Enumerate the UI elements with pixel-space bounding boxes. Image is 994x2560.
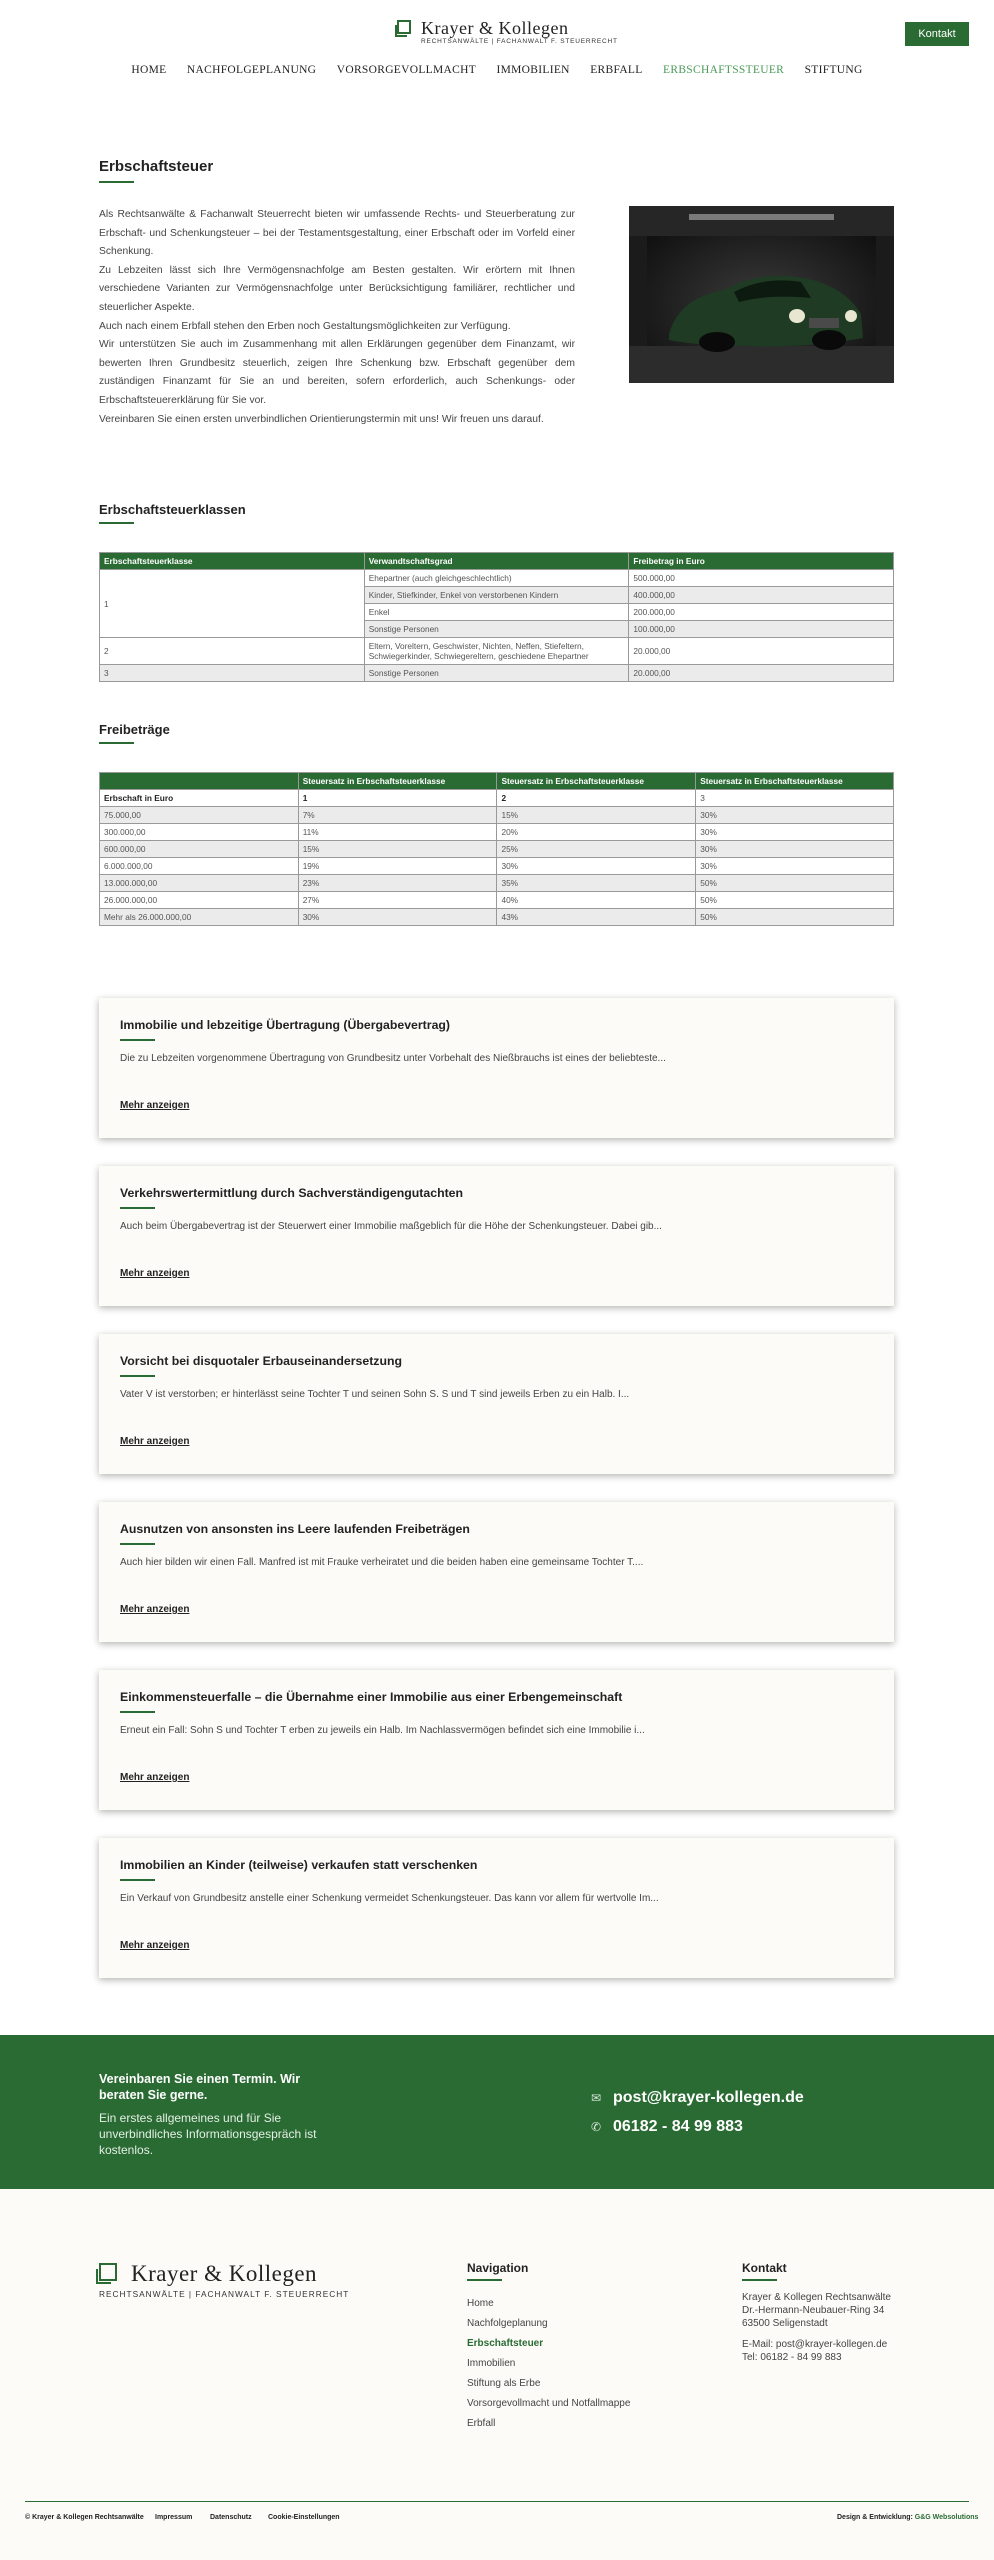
table-header: Steuersatz in Erbschaftsteuerklasse bbox=[497, 773, 696, 790]
footer-nav-erbfall[interactable]: Erbfall bbox=[467, 2418, 496, 2429]
table-header bbox=[100, 773, 299, 790]
classes-table bbox=[99, 552, 894, 682]
intro-text bbox=[99, 206, 575, 429]
logo-subtitle: RECHTSANWÄLTE | FACHANWALT F. STEUERRECHT bbox=[421, 38, 618, 45]
site-footer bbox=[0, 2189, 994, 2560]
table-cell: 50% bbox=[696, 909, 894, 926]
table-row bbox=[100, 638, 894, 665]
table-row bbox=[100, 570, 894, 587]
mail-icon: ✉ bbox=[591, 2091, 602, 2105]
cta-subtitle: Ein erstes allgemeines und für Sie unverbindliches Informationsgespräch ist kostenlos. bbox=[99, 2111, 317, 2157]
site-header bbox=[0, 0, 994, 80]
article-card bbox=[99, 1838, 894, 1978]
card-excerpt: Erneut ein Fall: Sohn S und Tochter T erben zu jeweils ein Halb. Im Nachlassvermögen befindet sich eine Immobilie i... bbox=[120, 1725, 645, 1736]
footer-nav-nachfolgeplanung[interactable]: Nachfolgeplanung bbox=[467, 2318, 548, 2329]
intro-paragraph: Als Rechtsanwälte & Fachanwalt Steuerrecht bieten wir umfassende Rechts- und Steuerberatung zur Erbschaft- und Schenkungsteuer – bei der Testamentsgestaltung, einer Erbschaft oder im Vorfeld einer Schenkung. bbox=[99, 209, 575, 258]
card-title: Immobilien an Kinder (teilweise) verkaufen statt verschenken bbox=[120, 1858, 478, 1872]
card-underline bbox=[120, 1375, 155, 1377]
nav-vorsorgevollmacht[interactable]: VORSORGEVOLLMACHT bbox=[336, 64, 477, 76]
table-cell: 30% bbox=[298, 909, 497, 926]
table-cell: 50% bbox=[696, 875, 894, 892]
table-cell: Mehr als 26.000.000,00 bbox=[100, 909, 299, 926]
copyright: © Krayer & Kollegen Rechtsanwälte bbox=[25, 2514, 144, 2521]
table-cell: 23% bbox=[298, 875, 497, 892]
card-title: Vorsicht bei disquotaler Erbauseinandersetzung bbox=[120, 1354, 402, 1368]
table-cell: Enkel bbox=[364, 604, 629, 621]
table-cell: 20.000,00 bbox=[629, 665, 894, 682]
table-cell: 15% bbox=[497, 807, 696, 824]
table-cell: 30% bbox=[696, 841, 894, 858]
footer-divider bbox=[25, 2501, 969, 2502]
table-cell: Sonstige Personen bbox=[364, 665, 629, 682]
footer-nav bbox=[467, 2294, 630, 2434]
nav-erbfall[interactable]: ERBFALL bbox=[590, 64, 643, 76]
nav-erbschaftssteuer[interactable]: ERBSCHAFTSSTEUER bbox=[663, 64, 785, 76]
footer-nav-immobilien[interactable]: Immobilien bbox=[467, 2358, 516, 2369]
logo-mark-icon bbox=[397, 20, 411, 34]
table-row bbox=[100, 858, 894, 875]
footer-contact bbox=[742, 2291, 891, 2364]
footer-nav-vorsorgevollmacht[interactable]: Vorsorgevollmacht und Notfallmappe bbox=[467, 2398, 631, 2409]
footer-nav-title: Navigation bbox=[467, 2261, 529, 2275]
cta-title: Vereinbaren Sie einen Termin. Wir beraten Sie gerne. bbox=[99, 2072, 301, 2102]
show-more-link[interactable]: Mehr anzeigen bbox=[120, 1604, 190, 1615]
title-underline bbox=[99, 181, 134, 183]
contact-line: Krayer & Kollegen Rechtsanwälte bbox=[742, 2292, 891, 2303]
table-cell: 2 bbox=[100, 638, 365, 665]
intro-paragraph: Auch nach einem Erbfall stehen den Erben noch Gestaltungsmöglichkeiten zur Verfügung. bbox=[99, 320, 511, 332]
contact-phone[interactable]: Tel: 06182 - 84 99 883 bbox=[742, 2352, 842, 2363]
table-cell: 200.000,00 bbox=[629, 604, 894, 621]
table-header: Freibetrag in Euro bbox=[629, 553, 894, 570]
table-cell: 30% bbox=[696, 807, 894, 824]
table-cell: 6.000.000,00 bbox=[100, 858, 299, 875]
cta-phone[interactable] bbox=[591, 2118, 743, 2136]
table-cell: Kinder, Stiefkinder, Enkel von verstorbenen Kindern bbox=[364, 587, 629, 604]
table-header: Erbschaftsteuerklasse bbox=[100, 553, 365, 570]
table-cell: 3 bbox=[100, 665, 365, 682]
table-row bbox=[100, 875, 894, 892]
intro-paragraph: Vereinbaren Sie einen ersten unverbindlichen Orientierungstermin mit uns! Wir freuen uns darauf. bbox=[99, 413, 544, 425]
table-cell: 35% bbox=[497, 875, 696, 892]
table-cell: 400.000,00 bbox=[629, 587, 894, 604]
table-cell: 27% bbox=[298, 892, 497, 909]
footer-nav-stiftung[interactable]: Stiftung als Erbe bbox=[467, 2378, 541, 2389]
show-more-link[interactable]: Mehr anzeigen bbox=[120, 1940, 190, 1951]
table-cell: 2 bbox=[497, 790, 696, 807]
card-underline bbox=[120, 1543, 155, 1545]
card-title: Verkehrswertermittlung durch Sachverständigengutachten bbox=[120, 1186, 464, 1200]
contact-line: Dr.-Hermann-Neubauer-Ring 34 bbox=[742, 2305, 885, 2316]
footer-nav-home[interactable]: Home bbox=[467, 2298, 494, 2309]
article-card bbox=[99, 1166, 894, 1306]
table-cell: 30% bbox=[696, 858, 894, 875]
nav-home[interactable]: HOME bbox=[131, 64, 167, 76]
table-cell: 500.000,00 bbox=[629, 570, 894, 587]
footer-contact-underline bbox=[742, 2279, 777, 2281]
table-header: Verwandtschaftsgrad bbox=[364, 553, 629, 570]
table-cell: 30% bbox=[696, 824, 894, 841]
phone-icon: ✆ bbox=[591, 2120, 602, 2134]
article-card bbox=[99, 1502, 894, 1642]
table-cell: 7% bbox=[298, 807, 497, 824]
card-excerpt: Auch hier bilden wir einen Fall. Manfred ist mit Frauke verheiratet und die beiden haben eine gemeinsame Tochter T.... bbox=[120, 1557, 644, 1568]
article-card bbox=[99, 998, 894, 1138]
table-row bbox=[100, 807, 894, 824]
intro-paragraph: Wir unterstützen Sie auch im Zusammenhang mit allen Erklärungen gegenüber dem Finanzamt, wir bewerten Ihren Grundbesitz steuerlich, zeigen Ihre Schenkung bzw. Erbschaft gegenüber dem zuständigen Finanzamt für Sie an und bereiten, sofern erforderlich, auch Schenkungs- oder Erbschaftsteuererklärung für Sie vor. bbox=[99, 339, 575, 406]
table-cell: 20% bbox=[497, 824, 696, 841]
classes-title: Erbschaftsteuerklassen bbox=[99, 502, 246, 517]
table-row bbox=[100, 790, 894, 807]
table-cell: 30% bbox=[497, 858, 696, 875]
card-excerpt: Vater V ist verstorben; er hinterlässt seine Tochter T und seinen Sohn S. S und T sind jeweils Erben zu ein Halb. I... bbox=[120, 1389, 630, 1400]
main-nav bbox=[0, 60, 994, 78]
table-cell: 1 bbox=[298, 790, 497, 807]
nav-stiftung[interactable]: STIFTUNG bbox=[804, 64, 863, 76]
table-cell: 100.000,00 bbox=[629, 621, 894, 638]
contact-line: 63500 Seligenstadt bbox=[742, 2318, 828, 2329]
impressum-link[interactable]: Impressum bbox=[155, 2514, 193, 2521]
cta-phone-text: 06182 - 84 99 883 bbox=[613, 2118, 743, 2135]
table-cell: 11% bbox=[298, 824, 497, 841]
footer-nav-erbschaftsteuer[interactable]: Erbschaftsteuer bbox=[467, 2338, 544, 2349]
table-cell: 15% bbox=[298, 841, 497, 858]
logo-name: Krayer & Kollegen bbox=[421, 18, 569, 38]
credit-prefix: Design & Entwicklung: bbox=[837, 2514, 913, 2521]
logo-mark-icon bbox=[99, 2263, 117, 2281]
show-more-link[interactable]: Mehr anzeigen bbox=[120, 1436, 190, 1447]
intro-paragraph: Zu Lebzeiten lässt sich Ihre Vermögensnachfolge am Besten gestalten. Wir erörtern mit Ihnen verschiedene Varianten zur Vermögensnachfolge unter Berücksichtigung familiärer, rechtlicher und steuerlicher Aspekte. bbox=[99, 264, 575, 313]
credit-link[interactable]: G&G Websolutions bbox=[914, 2514, 979, 2521]
kontakt-button[interactable]: Kontakt bbox=[905, 22, 969, 46]
freibetraege-underline bbox=[99, 742, 134, 744]
cookie-settings-link[interactable]: Cookie-Einstellungen bbox=[268, 2514, 340, 2521]
table-cell: 40% bbox=[497, 892, 696, 909]
show-more-link[interactable]: Mehr anzeigen bbox=[120, 1772, 190, 1783]
datenschutz-link[interactable]: Datenschutz bbox=[210, 2514, 252, 2521]
table-header: Steuersatz in Erbschaftsteuerklasse bbox=[696, 773, 894, 790]
footer-logo-subtitle: RECHTSANWÄLTE | FACHANWALT F. STEUERRECHT bbox=[99, 2289, 350, 2299]
freibetraege-table bbox=[99, 772, 894, 926]
table-row bbox=[100, 824, 894, 841]
contact-banner bbox=[0, 2035, 994, 2189]
article-card bbox=[99, 1670, 894, 1810]
table-cell: Sonstige Personen bbox=[364, 621, 629, 638]
classes-underline bbox=[99, 522, 134, 524]
show-more-link[interactable]: Mehr anzeigen bbox=[120, 1100, 190, 1111]
table-row bbox=[100, 841, 894, 858]
card-title: Immobilie und lebzeitige Übertragung (Übergabevertrag) bbox=[120, 1018, 451, 1032]
card-underline bbox=[120, 1207, 155, 1209]
table-cell: 600.000,00 bbox=[100, 841, 299, 858]
table-cell: 50% bbox=[696, 892, 894, 909]
card-excerpt: Auch beim Übergabevertrag ist der Steuerwert einer Immobilie maßgeblich für die Höhe der Schenkungsteuer. Dabei gib... bbox=[120, 1221, 662, 1232]
table-header: Steuersatz in Erbschaftsteuerklasse bbox=[298, 773, 497, 790]
cta-email[interactable] bbox=[591, 2089, 804, 2107]
site-logo[interactable] bbox=[397, 18, 618, 48]
table-cell: 3 bbox=[696, 790, 894, 807]
nav-immobilien[interactable]: IMMOBILIEN bbox=[496, 64, 570, 76]
table-cell: 43% bbox=[497, 909, 696, 926]
card-underline bbox=[120, 1879, 155, 1881]
table-cell: Eltern, Voreltern, Geschwister, Nichten, Neffen, Stiefeltern, Schwiegerkinder, Schwiegereltern, geschiedene Ehepartner bbox=[364, 638, 629, 665]
footer-nav-underline bbox=[467, 2279, 502, 2281]
card-excerpt: Die zu Lebzeiten vorgenommene Übertragung von Grundbesitz unter Vorbehalt des Nießbrauchs ist eines der beliebteste... bbox=[120, 1053, 666, 1064]
footer-logo-name: Krayer & Kollegen bbox=[131, 2261, 318, 2286]
card-title: Einkommensteuerfalle – die Übernahme einer Immobilie aus einer Erbengemeinschaft bbox=[120, 1690, 623, 1704]
credit bbox=[837, 2514, 978, 2521]
nav-nachfolgeplanung[interactable]: NACHFOLGEPLANUNG bbox=[186, 64, 317, 76]
show-more-link[interactable]: Mehr anzeigen bbox=[120, 1268, 190, 1279]
table-row bbox=[100, 892, 894, 909]
table-cell: 13.000.000,00 bbox=[100, 875, 299, 892]
card-underline bbox=[120, 1039, 155, 1041]
card-title: Ausnutzen von ansonsten ins Leere laufenden Freibeträgen bbox=[120, 1522, 470, 1536]
article-card bbox=[99, 1334, 894, 1474]
table-cell: 1 bbox=[100, 570, 365, 638]
footer-contact-title: Kontakt bbox=[742, 2261, 787, 2275]
freibetraege-title: Freibeträge bbox=[99, 722, 170, 737]
classic-car-image bbox=[629, 206, 894, 383]
table-cell: 75.000,00 bbox=[100, 807, 299, 824]
table-cell: 20.000,00 bbox=[629, 638, 894, 665]
table-cell: Erbschaft in Euro bbox=[100, 790, 299, 807]
table-row bbox=[100, 909, 894, 926]
contact-email[interactable]: E-Mail: post@krayer-kollegen.de bbox=[742, 2339, 888, 2350]
card-excerpt: Ein Verkauf von Grundbesitz anstelle einer Schenkung vermeidet Schenkungsteuer. Das kann vor allem für wertvolle Im... bbox=[120, 1893, 659, 1904]
table-cell: 19% bbox=[298, 858, 497, 875]
table-cell: 300.000,00 bbox=[100, 824, 299, 841]
table-cell: 26.000.000,00 bbox=[100, 892, 299, 909]
cta-email-text: post@krayer-kollegen.de bbox=[613, 2089, 804, 2106]
table-row bbox=[100, 665, 894, 682]
card-underline bbox=[120, 1711, 155, 1713]
page-title: Erbschaftsteuer bbox=[99, 158, 214, 175]
table-cell: Ehepartner (auch gleichgeschlechtlich) bbox=[364, 570, 629, 587]
table-cell: 25% bbox=[497, 841, 696, 858]
